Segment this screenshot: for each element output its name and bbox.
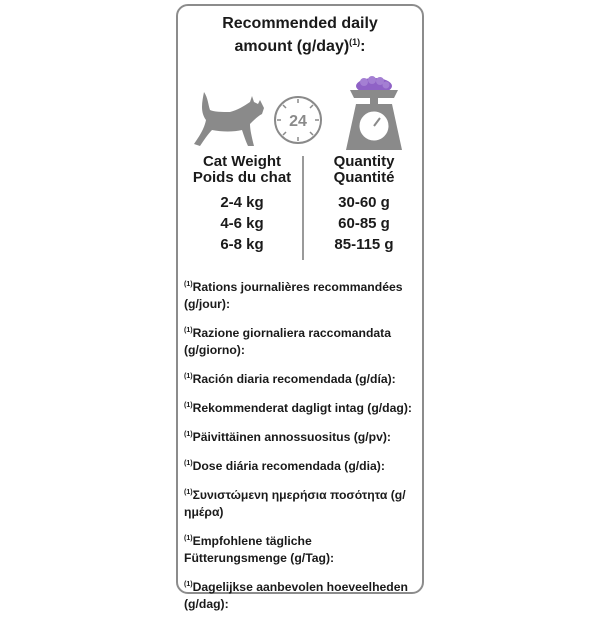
kitchen-scale-icon — [342, 74, 406, 154]
footnote-pt: $^{(1)}$Dose diária recomendada (g/dia): — [184, 459, 385, 473]
cat-icon — [188, 86, 266, 150]
quantity-value: 30-60 g — [338, 194, 390, 211]
footnote-fr: $^{(1)}$Rations journalières recommandées (g/jour): — [184, 280, 403, 311]
feeding-guide-panel — [176, 4, 424, 611]
weight-value: 6-8 kg — [220, 236, 264, 253]
quantity-header-fr: Quantité — [333, 169, 395, 186]
weight-value: 4-6 kg — [220, 215, 264, 232]
weight-header-fr: Poids du chat — [192, 169, 292, 186]
footnote-es: $^{(1)}$Ración diaria recomendada (g/día): — [184, 372, 396, 386]
panel-title — [178, 14, 422, 56]
weight-column — [182, 154, 302, 255]
title-line-1: Recommended daily — [222, 15, 378, 32]
weight-value: 2-4 kg — [220, 194, 264, 211]
quantity-column — [308, 154, 420, 255]
quantity-value: 85-115 g — [334, 236, 394, 253]
footnote-fi: $^{(1)}$Päivittäinen annossuositus (g/pv): — [184, 430, 391, 444]
footnote-it: $^{(1)}$Razione giornaliera raccomandata (g/giorno): — [184, 326, 392, 357]
quantity-table — [178, 154, 422, 266]
quantity-header-en: Quantity — [333, 153, 395, 170]
title-line-2: amount $(g/day)^{(1)}$: — [234, 37, 366, 55]
icon-row — [178, 72, 422, 158]
footnote-list — [184, 276, 418, 622]
clock-label: 24 — [289, 113, 307, 130]
footnote-nl: $^{(1)}$Dagelijkse aanbevolen hoeveelheden (g/dag): — [184, 580, 408, 611]
footnote-sv: $^{(1)}$Rekommenderat dagligt intag (g/dag): — [184, 401, 412, 415]
footnote-el: $^{(1)}$Συνιστώμενη ημερήσια ποσότητα (g/ ημέρα) — [184, 488, 406, 519]
quantity-value: 60-85 g — [338, 215, 390, 232]
footnote-de: $^{(1)}$Empfohlene tägliche Fütterungsmenge (g/Tag): — [184, 534, 335, 565]
clock-24-icon — [272, 94, 324, 146]
weight-header-en: Cat Weight — [202, 153, 282, 170]
